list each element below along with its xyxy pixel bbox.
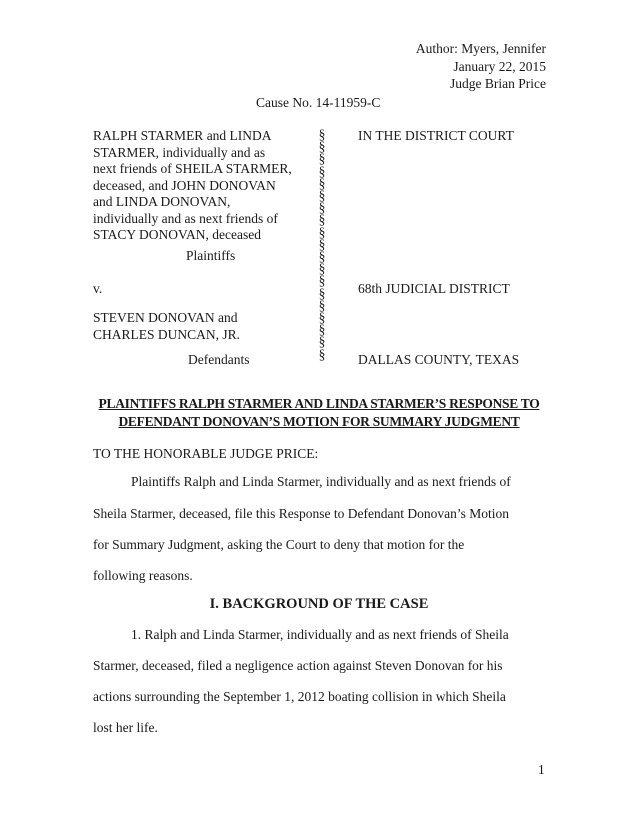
section-symbol: §: [318, 139, 326, 155]
paragraph-line: Starmer, deceased, filed a negligence action against Steven Donovan for his: [93, 658, 503, 673]
section-symbol: §: [318, 249, 326, 265]
page-number: 1: [538, 762, 545, 777]
court-name: IN THE DISTRICT COURT: [358, 128, 514, 143]
versus-label: v.: [93, 281, 103, 296]
plaintiffs-line: STARMER, individually and as: [93, 144, 266, 160]
paragraph-line: 1. Ralph and Linda Starmer, individually and as next friends of Sheila: [131, 627, 509, 642]
section-symbol: §: [318, 236, 326, 252]
date-line: January 22, 2015: [453, 58, 546, 74]
section-symbol: §: [318, 285, 326, 301]
plaintiffs-block: [93, 128, 292, 244]
section-symbol: §: [318, 297, 326, 313]
defendants-label: Defendants: [188, 352, 250, 367]
plaintiffs-line: individually and as next friends of: [93, 210, 278, 226]
section-symbol: §: [318, 151, 326, 167]
section-symbol: §: [318, 163, 326, 179]
section-symbol: §: [318, 261, 326, 277]
judicial-district: 68th JUDICIAL DISTRICT: [358, 281, 510, 296]
section-symbol: §: [318, 127, 326, 142]
defendants-line: STEVEN DONOVAN and: [93, 310, 238, 325]
intro-line: following reasons.: [93, 568, 193, 583]
section-symbol: §: [318, 322, 326, 338]
county-name: DALLAS COUNTY, TEXAS: [358, 352, 520, 367]
salutation: TO THE HONORABLE JUDGE PRICE:: [93, 446, 319, 461]
section-symbol: §: [318, 212, 326, 228]
section-symbol: §: [318, 188, 326, 204]
intro-line: for Summary Judgment, asking the Court to deny that motion for the: [93, 537, 465, 552]
section-symbol: §: [318, 200, 326, 216]
section-heading: I. BACKGROUND OF THE CASE: [209, 596, 429, 612]
section-symbol: §: [318, 334, 326, 350]
plaintiffs-line: deceased, and JOHN DONOVAN: [93, 177, 276, 193]
plaintiffs-label: Plaintiffs: [186, 248, 236, 263]
paragraph-line: lost her life.: [93, 720, 158, 735]
section-symbol-column: [316, 129, 328, 361]
section-symbol: §: [318, 175, 326, 191]
section-symbol: §: [318, 346, 326, 362]
plaintiffs-line: STACY DONOVAN, deceased: [93, 227, 262, 242]
defendants-line: CHARLES DUNCAN, JR.: [93, 326, 241, 342]
section-symbol: §: [318, 273, 326, 289]
document-title-line-1: PLAINTIFFS RALPH STARMER AND LINDA STARMER’S RESPONSE TO: [98, 396, 540, 411]
defendants-block: [93, 310, 240, 343]
plaintiffs-line: RALPH STARMER and LINDA: [93, 128, 272, 143]
intro-line: Sheila Starmer, deceased, file this Response to Defendant Donovan’s Motion: [93, 506, 509, 521]
cause-number: Cause No. 14-11959-C: [256, 95, 381, 110]
author-line: Author: Myers, Jennifer: [415, 41, 546, 56]
plaintiffs-line: next friends of SHEILA STARMER,: [93, 161, 292, 176]
intro-line: Plaintiffs Ralph and Linda Starmer, individually and as next friends of: [131, 474, 511, 489]
plaintiffs-line: and LINDA DONOVAN,: [93, 194, 231, 209]
paragraph-line: actions surrounding the September 1, 2012 boating collision in which Sheila: [93, 689, 506, 704]
document-title-line-2: DEFENDANT DONOVAN’S MOTION FOR SUMMARY JUDGMENT: [118, 414, 520, 429]
judge-line: Judge Brian Price: [450, 76, 546, 91]
section-symbol: §: [318, 224, 326, 240]
document-header: [416, 40, 546, 93]
section-symbol: §: [318, 310, 326, 326]
